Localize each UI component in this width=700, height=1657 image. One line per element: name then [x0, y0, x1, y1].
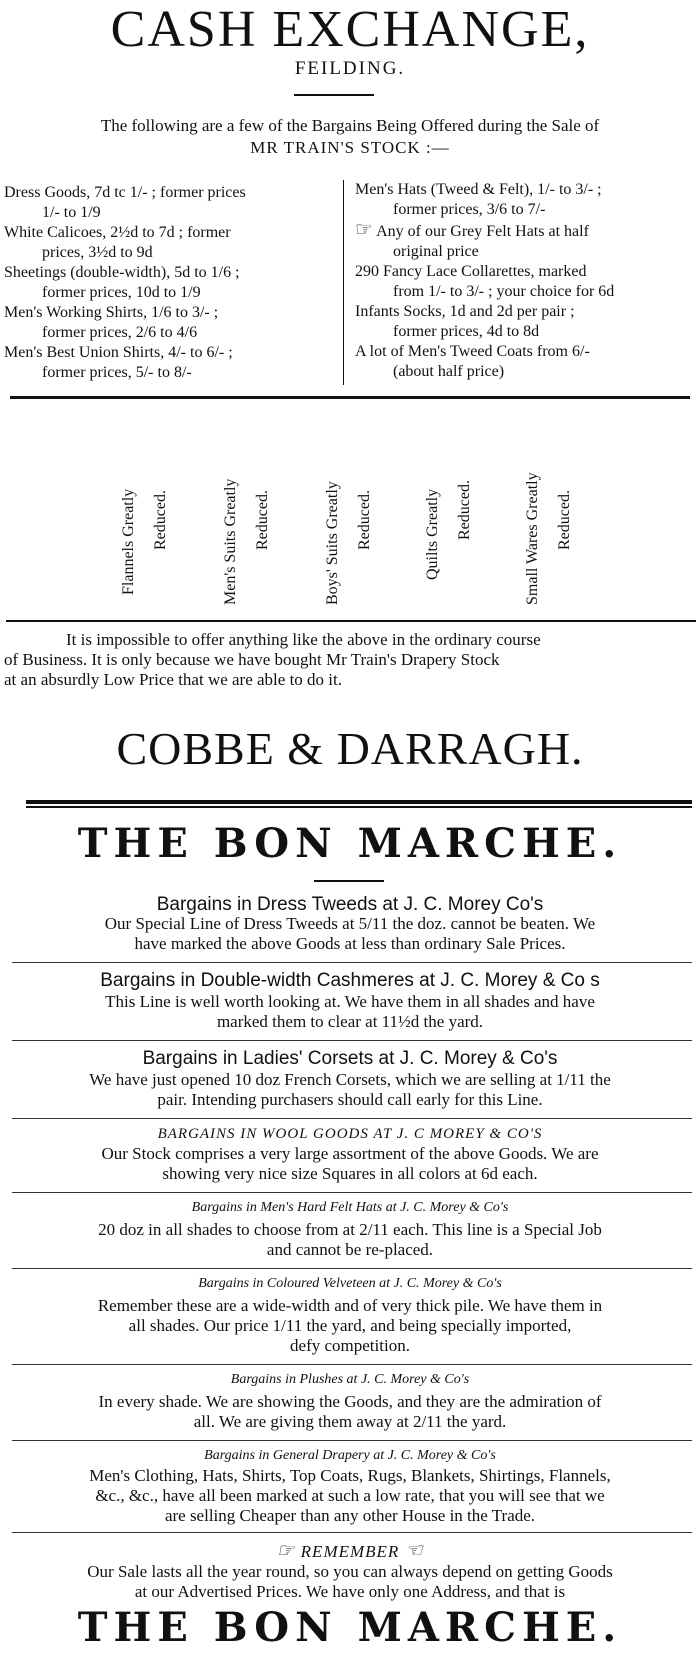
section-divider — [12, 1118, 692, 1119]
section-heading: Bargains in Dress Tweeds at J. C. Morey Co's — [156, 894, 544, 915]
section-rule — [6, 620, 696, 622]
list-item: Men's Working Shirts, 1/6 to 3/- ; former prices, 2/6 to 4/6 — [4, 304, 219, 341]
store-title-rule — [314, 880, 384, 882]
section-body: In every shade. We are showing the Goods, and they are the admiration of all. We are giving them away at 2/11 the yard. — [98, 1392, 602, 1431]
intro-text — [0, 115, 700, 159]
section-divider — [12, 1440, 692, 1441]
list-item: ☞ Any of our Grey Felt Hats at half original price — [355, 219, 589, 260]
list-item: Sheetings (double-width), 5d to 1/6 ; former prices, 10d to 1/9 — [4, 264, 240, 301]
list-item: Men's Best Union Shirts, 4/- to 6/- ; former prices, 5/- to 8/- — [4, 344, 233, 381]
list-item: Men's Hats (Tweed & Felt), 1/- to 3/- ; former prices, 3/6 to 7/- — [355, 181, 602, 218]
section-body: Remember these are a wide-width and of very thick pile. We have them in all shades. Our price 1/11 the yard, and being specially imported, defy competition. — [97, 1296, 603, 1355]
pointing-hand-icon: ☞ — [355, 219, 373, 241]
reduced-mens-suits: Men's Suits Greatly Reduced. — [222, 478, 271, 605]
section-divider — [12, 1532, 692, 1533]
footer-store-title: THE BON MARCHE. — [77, 1604, 623, 1651]
intro-line-1: The following are a few of the Bargains Being Offered during the Sale of — [100, 116, 600, 135]
pointing-hand-left-icon: ☜ — [404, 1540, 424, 1562]
reduced-quilts: Quilts Greatly Reduced. — [424, 480, 473, 580]
section-heading: Bargains in Double-width Cashmeres at J. C. Morey & Co s — [100, 970, 600, 991]
intro-line-2: MR TRAIN'S STOCK :— — [250, 138, 450, 157]
section-heading: BARGAINS IN WOOL GOODS AT J. C MOREY & CO'S — [157, 1126, 543, 1142]
section-body: This Line is well worth looking at. We have them in all shades and have marked them to clear at 11½d the yard. — [105, 992, 595, 1031]
section-heading: Bargains in Men's Hard Felt Hats at J. C. Morey & Co's — [191, 1200, 509, 1215]
section-rule — [10, 396, 690, 399]
firm-name: COBBE & DARRAGH. — [116, 723, 584, 774]
double-rule-top — [26, 800, 692, 804]
double-rule-bottom — [26, 806, 692, 808]
section-divider — [12, 1268, 692, 1269]
column-divider — [343, 180, 344, 385]
section-heading: Bargains in Coloured Velveteen at J. C. Morey & Co's — [198, 1276, 502, 1291]
remember-heading: ☞ REMEMBER ☜ — [276, 1540, 424, 1562]
list-item: Infants Socks, 1d and 2d per pair ; former prices, 4d to 8d — [355, 303, 575, 340]
list-item: 290 Fancy Lace Collarettes, marked from 1/- to 3/- ; your choice for 6d — [355, 263, 615, 300]
feilding-subtitle: FEILDING. — [294, 58, 406, 79]
store-title: THE BON MARCHE. — [77, 820, 623, 867]
section-divider — [12, 1364, 692, 1365]
section-heading: Bargains in Ladies' Corsets at J. C. Morey & Co's — [142, 1048, 558, 1069]
list-item: White Calicoes, 2½d to 7d ; former prices, 3½d to 9d — [4, 224, 231, 261]
list-item: Dress Goods, 7d tc 1/- ; former prices 1/- to 1/9 — [4, 184, 246, 221]
section-body: Our Stock comprises a very large assortment of the above Goods. We are showing very nice size Squares in all colors at 6d each. — [101, 1144, 599, 1183]
reduced-small-wares: Small Wares Greatly Reduced. — [524, 472, 573, 605]
section-heading: Bargains in General Drapery at J. C. Morey & Co's — [204, 1448, 496, 1463]
header-rule — [294, 94, 374, 96]
pointing-hand-icon: ☞ — [276, 1540, 296, 1562]
list-item: A lot of Men's Tweed Coats from 6/- (about half price) — [355, 343, 590, 380]
section-divider — [12, 1192, 692, 1193]
section-body: 20 doz in all shades to choose from at 2/11 each. This line is a Special Job and cannot be re-placed. — [98, 1220, 602, 1259]
left-column-list — [4, 183, 334, 383]
right-column-list — [355, 180, 698, 382]
section-heading: Bargains in Plushes at J. C. Morey & Co's — [230, 1372, 470, 1387]
closing-paragraph: It is impossible to offer anything like the above in the ordinary course of Business. It is only because we have bought Mr Train's Drapery Stock at an absurdly Low Price that we are able to do it. — [4, 630, 541, 689]
reduced-boys-suits: Boys' Suits Greatly Reduced. — [324, 481, 373, 605]
reduced-flannels: Flannels Greatly Reduced. — [120, 488, 169, 595]
section-divider — [12, 1040, 692, 1041]
section-body: Men's Clothing, Hats, Shirts, Top Coats, Rugs, Blankets, Shirtings, Flannels, &c., &c., have all been marked at such a low rate, that you will see that we are selling Cheaper than any other House in the Trade. — [89, 1466, 611, 1525]
remember-body: Our Sale lasts all the year round, so you can always depend on getting Goods at our Advertised Prices. We have only one Address, and that is — [87, 1562, 613, 1601]
section-body: We have just opened 10 doz French Corsets, which we are selling at 1/11 the pair. Intending purchasers should call early for this Line. — [89, 1070, 611, 1109]
section-body: Our Special Line of Dress Tweeds at 5/11 the doz. cannot be beaten. We have marked the above Goods at less than ordinary Sale Prices. — [104, 914, 596, 953]
section-divider — [12, 962, 692, 963]
cash-exchange-title: CASH EXCHANGE, — [110, 1, 590, 58]
